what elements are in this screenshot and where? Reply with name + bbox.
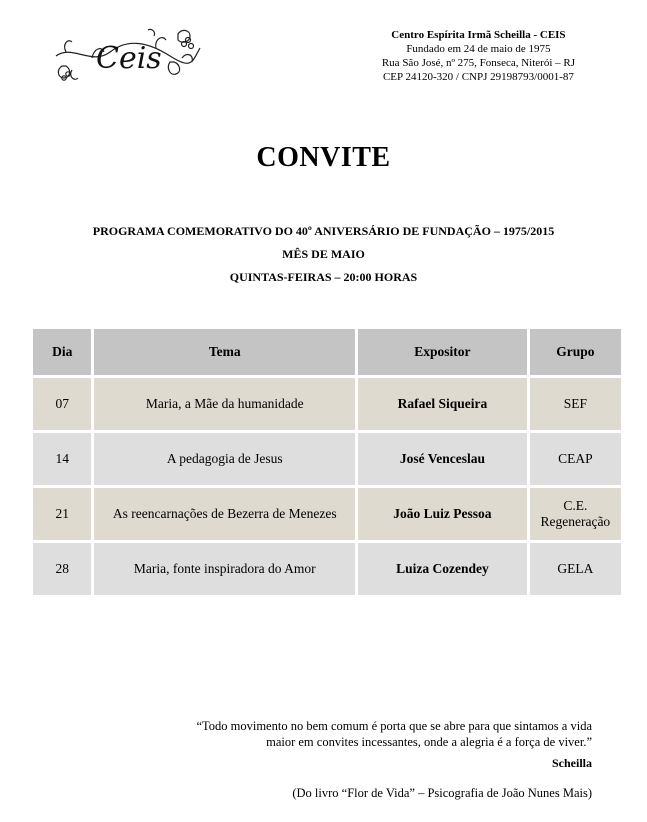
org-ids: CEP 24120-320 / CNPJ 29198793/0001-87	[382, 71, 574, 83]
org-address: Rua São José, nº 275, Fonseca, Niterói – RJ	[381, 57, 575, 69]
cell-expositor: José Venceslau	[358, 433, 527, 485]
program-line-3: QUINTAS-FEIRAS – 20:00 HORAS	[229, 270, 418, 284]
cell-grupo: SEF	[530, 378, 621, 430]
cell-dia: 07	[33, 378, 91, 430]
logo-vine-icon	[52, 22, 202, 86]
header-expositor: Expositor	[358, 329, 527, 375]
cell-expositor: Rafael Siqueira	[358, 378, 527, 430]
cell-grupo: GELA	[530, 543, 621, 595]
cell-tema: As reencarnações de Bezerra de Menezes	[94, 488, 355, 540]
org-name: Centro Espírita Irmã Scheilla - CEIS	[391, 29, 566, 41]
quote-text: “Todo movimento no bem comum é porta que se abre para que sintamos a vida maior em convites incessantes, onde a alegria é a força de viver.”	[196, 719, 592, 749]
program-line-2: MÊS DE MAIO	[282, 247, 365, 261]
quote-author: Scheilla	[551, 756, 592, 770]
svg-text:Ceis: Ceis	[96, 41, 162, 76]
schedule-table	[30, 326, 624, 598]
header-dia: Dia	[33, 329, 91, 375]
cell-dia: 21	[33, 488, 91, 540]
table-row	[33, 378, 621, 430]
table-row	[33, 488, 621, 540]
cell-dia: 28	[33, 543, 91, 595]
cell-grupo: C.E. Regeneração	[530, 488, 621, 540]
table-row	[33, 433, 621, 485]
header-grupo: Grupo	[530, 329, 621, 375]
cell-tema: Maria, fonte inspiradora do Amor	[94, 543, 355, 595]
organization-header	[382, 28, 575, 84]
cell-expositor: João Luiz Pessoa	[358, 488, 527, 540]
header-tema: Tema	[94, 329, 355, 375]
cell-tema: A pedagogia de Jesus	[94, 433, 355, 485]
logo	[52, 22, 202, 86]
cell-dia: 14	[33, 433, 91, 485]
table-header-row	[33, 329, 621, 375]
founded-date: Fundado em 24 de maio de 1975	[406, 43, 551, 55]
quote-source: (Do livro “Flor de Vida” – Psicografia de João Nunes Mais)	[292, 786, 592, 800]
program-line-1: PROGRAMA COMEMORATIVO DO 40º ANIVERSÁRIO DE FUNDAÇÃO – 1975/2015	[92, 224, 555, 238]
page-title: CONVITE	[256, 142, 391, 173]
table-row	[33, 543, 621, 595]
cell-expositor: Luiza Cozendey	[358, 543, 527, 595]
cell-tema: Maria, a Mãe da humanidade	[94, 378, 355, 430]
cell-grupo: CEAP	[530, 433, 621, 485]
